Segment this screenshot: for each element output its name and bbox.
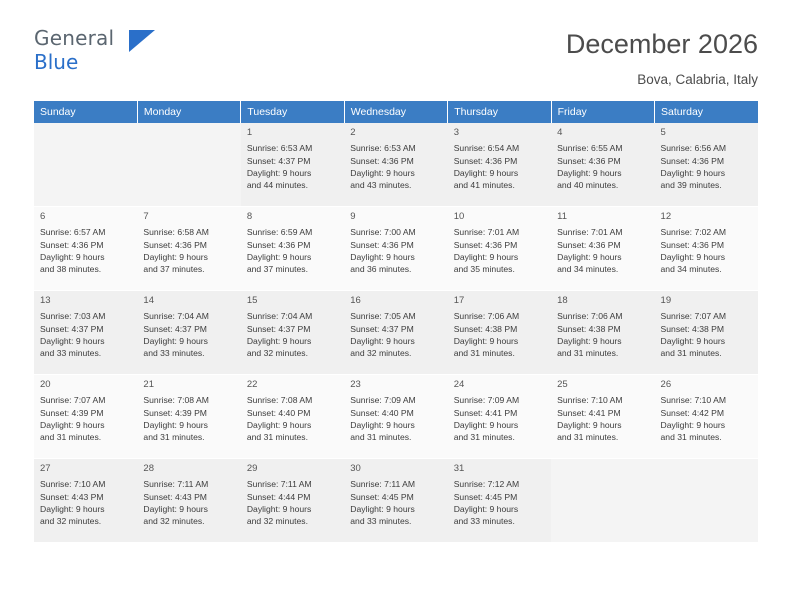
day-detail-line: Sunset: 4:40 PM <box>350 407 414 418</box>
day-detail-line: Sunset: 4:36 PM <box>660 239 725 250</box>
day-detail-line: Sunset: 4:42 PM <box>660 407 725 418</box>
day-detail-line: and 34 minutes. <box>660 264 722 275</box>
day-detail-line: Daylight: 9 hours <box>557 419 622 430</box>
weekday-header-wednesday: Wednesday <box>344 101 447 123</box>
calendar-day-cell[interactable] <box>241 459 344 543</box>
day-number: 9 <box>350 211 356 222</box>
day-number: 16 <box>350 295 361 306</box>
day-number: 14 <box>143 295 154 306</box>
day-detail-line: Sunrise: 7:04 AM <box>246 311 313 322</box>
calendar-day-cell[interactable] <box>137 291 240 375</box>
day-detail-line: Sunset: 4:43 PM <box>40 491 104 502</box>
day-detail-line: Daylight: 9 hours <box>246 503 312 514</box>
day-detail-line: and 32 minutes. <box>40 516 102 527</box>
logo <box>34 28 154 76</box>
day-detail-line: Sunset: 4:40 PM <box>246 407 311 418</box>
day-number: 27 <box>40 463 51 474</box>
day-detail-line: and 32 minutes. <box>350 348 412 359</box>
day-detail-line: and 32 minutes. <box>246 516 308 527</box>
day-detail-line: Sunrise: 7:11 AM <box>143 479 209 490</box>
day-detail-line: Daylight: 9 hours <box>557 251 622 262</box>
day-detail-line: Sunset: 4:39 PM <box>143 407 207 418</box>
day-detail-line: and 31 minutes. <box>557 432 619 443</box>
day-detail-line: Sunset: 4:45 PM <box>453 491 518 502</box>
day-detail-line: Sunset: 4:36 PM <box>453 239 518 250</box>
day-number: 29 <box>246 463 258 474</box>
day-detail-line: Sunrise: 7:01 AM <box>453 227 520 238</box>
day-detail-line: Sunrise: 6:53 AM <box>246 143 313 154</box>
day-detail-line: Sunrise: 7:01 AM <box>557 227 623 238</box>
day-number: 21 <box>143 379 154 390</box>
weekday-header-row <box>34 101 758 123</box>
day-detail-line: Daylight: 9 hours <box>246 419 312 430</box>
day-detail-line: Sunrise: 7:06 AM <box>453 311 520 322</box>
day-detail-line: and 37 minutes. <box>143 264 205 275</box>
day-detail-line: Daylight: 9 hours <box>246 167 312 178</box>
day-detail-line: Sunrise: 7:10 AM <box>40 479 106 490</box>
calendar-day-cell[interactable] <box>655 207 758 291</box>
calendar-day-cell[interactable] <box>448 123 551 207</box>
calendar-day-cell[interactable] <box>137 207 240 291</box>
day-detail-line: Daylight: 9 hours <box>350 503 415 514</box>
day-detail-line: and 32 minutes. <box>143 516 205 527</box>
calendar-day-cell[interactable] <box>137 459 240 543</box>
day-detail-line: Daylight: 9 hours <box>453 419 519 430</box>
weekday-header-sunday: Sunday <box>34 101 137 123</box>
day-number: 5 <box>660 127 666 138</box>
calendar-day-cell[interactable] <box>344 291 447 375</box>
calendar-week-row <box>34 123 758 207</box>
day-detail-line: Daylight: 9 hours <box>660 419 726 430</box>
day-number: 17 <box>453 295 465 306</box>
calendar-empty-cell <box>34 123 137 207</box>
calendar-day-cell[interactable] <box>551 291 654 375</box>
day-detail-line: Daylight: 9 hours <box>350 335 415 346</box>
calendar-day-cell[interactable] <box>448 459 551 543</box>
day-detail-line: Sunrise: 6:55 AM <box>557 143 623 154</box>
day-detail-line: Sunrise: 7:06 AM <box>557 311 623 322</box>
day-number: 22 <box>246 379 258 390</box>
day-detail-line: Sunset: 4:41 PM <box>557 407 621 418</box>
day-detail-line: and 33 minutes. <box>350 516 412 527</box>
day-number: 19 <box>660 295 672 306</box>
day-detail-line: and 34 minutes. <box>557 264 619 275</box>
calendar-day-cell[interactable] <box>137 375 240 459</box>
day-detail-line: Sunrise: 6:59 AM <box>246 227 313 238</box>
calendar-day-cell[interactable] <box>448 291 551 375</box>
day-detail-line: and 32 minutes. <box>246 348 308 359</box>
day-detail-line: Sunrise: 7:07 AM <box>660 311 726 322</box>
day-number: 25 <box>557 379 568 390</box>
day-detail-line: Daylight: 9 hours <box>246 251 312 262</box>
calendar-week-row <box>34 375 758 459</box>
day-detail-line: Sunset: 4:44 PM <box>246 491 311 502</box>
day-detail-line: Daylight: 9 hours <box>453 503 519 514</box>
day-detail-line: and 31 minutes. <box>453 348 515 359</box>
day-detail-line: Sunset: 4:38 PM <box>453 323 518 334</box>
day-detail-line: Daylight: 9 hours <box>40 335 105 346</box>
day-number: 12 <box>660 211 672 222</box>
weekday-header-monday: Monday <box>137 101 240 123</box>
day-detail-line: Sunrise: 7:12 AM <box>453 479 520 490</box>
day-detail-line: Sunrise: 7:11 AM <box>246 479 312 490</box>
day-detail-line: and 33 minutes. <box>453 516 515 527</box>
calendar-day-cell[interactable] <box>655 123 758 207</box>
day-detail-line: Sunset: 4:38 PM <box>557 323 621 334</box>
day-number: 18 <box>557 295 568 306</box>
day-detail-line: Sunset: 4:41 PM <box>453 407 518 418</box>
day-detail-line: and 33 minutes. <box>143 348 205 359</box>
day-detail-line: Sunset: 4:36 PM <box>350 239 414 250</box>
day-detail-line: Daylight: 9 hours <box>557 335 622 346</box>
day-detail-line: Sunset: 4:36 PM <box>557 239 621 250</box>
calendar-day-cell[interactable] <box>448 375 551 459</box>
day-detail-line: and 31 minutes. <box>143 432 205 443</box>
calendar-day-cell[interactable] <box>344 207 447 291</box>
day-detail-line: Sunset: 4:37 PM <box>40 323 104 334</box>
calendar-empty-cell <box>137 123 240 207</box>
day-number: 1 <box>246 127 253 138</box>
calendar-day-cell[interactable] <box>241 291 344 375</box>
day-detail-line: and 31 minutes. <box>453 432 515 443</box>
day-number: 13 <box>40 295 51 306</box>
day-detail-line: Sunset: 4:36 PM <box>350 155 414 166</box>
weekday-header-saturday: Saturday <box>655 101 758 123</box>
weekday-header-tuesday: Tuesday <box>241 101 344 123</box>
calendar-day-cell[interactable] <box>655 291 758 375</box>
day-detail-line: and 31 minutes. <box>350 432 412 443</box>
day-number: 15 <box>246 295 258 306</box>
day-detail-line: and 31 minutes. <box>660 432 722 443</box>
weekday-header-friday: Friday <box>551 101 654 123</box>
day-detail-line: Sunrise: 7:05 AM <box>350 311 416 322</box>
day-detail-line: and 31 minutes. <box>660 348 722 359</box>
logo-flag-icon <box>129 30 155 52</box>
calendar-week-row <box>34 207 758 291</box>
day-number: 2 <box>350 127 356 138</box>
day-detail-line: and 35 minutes. <box>453 264 515 275</box>
calendar-day-cell[interactable] <box>344 459 447 543</box>
day-number: 3 <box>453 127 459 138</box>
day-detail-line: Daylight: 9 hours <box>40 419 105 430</box>
calendar-day-cell[interactable] <box>34 207 137 291</box>
day-detail-line: Sunrise: 6:58 AM <box>143 227 209 238</box>
day-detail-line: Sunset: 4:45 PM <box>350 491 414 502</box>
calendar-day-cell[interactable] <box>344 375 447 459</box>
day-detail-line: Daylight: 9 hours <box>660 335 726 346</box>
calendar-day-cell[interactable] <box>241 375 344 459</box>
day-detail-line: Sunrise: 6:57 AM <box>40 227 106 238</box>
logo-text-blue: Blue <box>34 50 79 74</box>
day-detail-line: Sunset: 4:36 PM <box>246 239 311 250</box>
day-detail-line: Sunset: 4:36 PM <box>40 239 104 250</box>
day-detail-line: and 31 minutes. <box>557 348 619 359</box>
day-detail-line: Sunset: 4:36 PM <box>453 155 518 166</box>
day-detail-line: Sunset: 4:37 PM <box>143 323 207 334</box>
day-detail-line: and 44 minutes. <box>246 180 308 191</box>
day-detail-line: Daylight: 9 hours <box>40 251 105 262</box>
calendar-day-cell[interactable] <box>551 123 654 207</box>
day-number: 10 <box>453 211 465 222</box>
day-detail-line: Daylight: 9 hours <box>143 251 208 262</box>
day-detail-line: Sunrise: 7:02 AM <box>660 227 726 238</box>
day-detail-line: Sunrise: 7:04 AM <box>143 311 209 322</box>
day-detail-line: Sunrise: 7:08 AM <box>143 395 209 406</box>
day-detail-line: and 39 minutes. <box>660 180 722 191</box>
day-detail-line: and 41 minutes. <box>453 180 515 191</box>
day-detail-line: Sunrise: 6:56 AM <box>660 143 726 154</box>
day-number: 28 <box>143 463 154 474</box>
calendar-week-row <box>34 291 758 375</box>
day-detail-line: Sunset: 4:36 PM <box>143 239 207 250</box>
calendar-day-cell[interactable] <box>34 459 137 543</box>
day-detail-line: Sunset: 4:43 PM <box>143 491 207 502</box>
day-detail-line: Daylight: 9 hours <box>143 419 208 430</box>
day-detail-line: Sunset: 4:39 PM <box>40 407 104 418</box>
calendar-day-cell[interactable] <box>551 375 654 459</box>
day-detail-line: Sunrise: 7:08 AM <box>246 395 313 406</box>
day-detail-line: Sunrise: 7:10 AM <box>557 395 623 406</box>
day-detail-line: Sunrise: 6:54 AM <box>453 143 520 154</box>
day-detail-line: Sunrise: 7:09 AM <box>453 395 520 406</box>
day-detail-line: Daylight: 9 hours <box>557 167 622 178</box>
day-detail-line: Daylight: 9 hours <box>660 251 726 262</box>
day-number: 24 <box>453 379 465 390</box>
day-number: 31 <box>453 463 465 474</box>
day-detail-line: Daylight: 9 hours <box>453 251 519 262</box>
day-detail-line: Sunrise: 6:53 AM <box>350 143 416 154</box>
calendar-day-cell[interactable] <box>241 123 344 207</box>
day-detail-line: Sunrise: 7:11 AM <box>350 479 416 490</box>
day-detail-line: Sunrise: 7:00 AM <box>350 227 416 238</box>
day-detail-line: Daylight: 9 hours <box>40 503 105 514</box>
day-detail-line: Daylight: 9 hours <box>143 503 208 514</box>
calendar-day-cell[interactable] <box>448 207 551 291</box>
day-detail-line: and 36 minutes. <box>350 264 412 275</box>
day-number: 26 <box>660 379 672 390</box>
day-detail-line: Sunrise: 7:10 AM <box>660 395 726 406</box>
calendar-day-cell[interactable] <box>344 123 447 207</box>
day-detail-line: Sunrise: 7:07 AM <box>40 395 106 406</box>
day-number: 7 <box>143 211 149 222</box>
day-number: 23 <box>350 379 361 390</box>
logo-text-general: General <box>34 26 115 50</box>
calendar-day-cell[interactable] <box>655 375 758 459</box>
day-number: 11 <box>557 211 567 222</box>
page-title: December 2026 <box>565 29 758 59</box>
day-detail-line: and 31 minutes. <box>246 432 308 443</box>
day-detail-line: and 33 minutes. <box>40 348 102 359</box>
day-detail-line: Sunset: 4:36 PM <box>660 155 725 166</box>
day-detail-line: Daylight: 9 hours <box>453 167 519 178</box>
day-detail-line: and 37 minutes. <box>246 264 308 275</box>
day-detail-line: and 43 minutes. <box>350 180 412 191</box>
day-detail-line: Sunset: 4:36 PM <box>557 155 621 166</box>
day-detail-line: Daylight: 9 hours <box>453 335 519 346</box>
day-detail-line: Daylight: 9 hours <box>660 167 726 178</box>
day-detail-line: Sunset: 4:37 PM <box>246 323 311 334</box>
calendar-day-cell[interactable] <box>241 207 344 291</box>
day-detail-line: Daylight: 9 hours <box>350 167 415 178</box>
day-detail-line: Sunset: 4:37 PM <box>246 155 311 166</box>
day-detail-line: Daylight: 9 hours <box>350 251 415 262</box>
page-header <box>34 28 758 90</box>
day-detail-line: Daylight: 9 hours <box>143 335 208 346</box>
day-detail-line: Sunrise: 7:03 AM <box>40 311 106 322</box>
day-number: 30 <box>350 463 361 474</box>
title-block <box>566 28 758 87</box>
location-subtitle: Bova, Calabria, Italy <box>637 71 758 87</box>
calendar-empty-cell <box>655 459 758 543</box>
day-detail-line: and 38 minutes. <box>40 264 102 275</box>
calendar-day-cell[interactable] <box>34 291 137 375</box>
weekday-header-thursday: Thursday <box>448 101 551 123</box>
calendar-day-cell[interactable] <box>551 207 654 291</box>
day-detail-line: Sunset: 4:37 PM <box>350 323 414 334</box>
day-number: 6 <box>40 211 46 222</box>
sunrise-sunset-calendar <box>34 101 758 543</box>
calendar-week-row <box>34 459 758 543</box>
day-number: 8 <box>246 211 253 222</box>
day-detail-line: and 31 minutes. <box>40 432 102 443</box>
day-detail-line: Sunrise: 7:09 AM <box>350 395 416 406</box>
calendar-empty-cell <box>551 459 654 543</box>
day-detail-line: Daylight: 9 hours <box>246 335 312 346</box>
day-detail-line: and 40 minutes. <box>557 180 619 191</box>
day-number: 4 <box>557 127 563 138</box>
day-detail-line: Daylight: 9 hours <box>350 419 415 430</box>
day-number: 20 <box>40 379 51 390</box>
day-detail-line: Sunset: 4:38 PM <box>660 323 725 334</box>
calendar-day-cell[interactable] <box>34 375 137 459</box>
